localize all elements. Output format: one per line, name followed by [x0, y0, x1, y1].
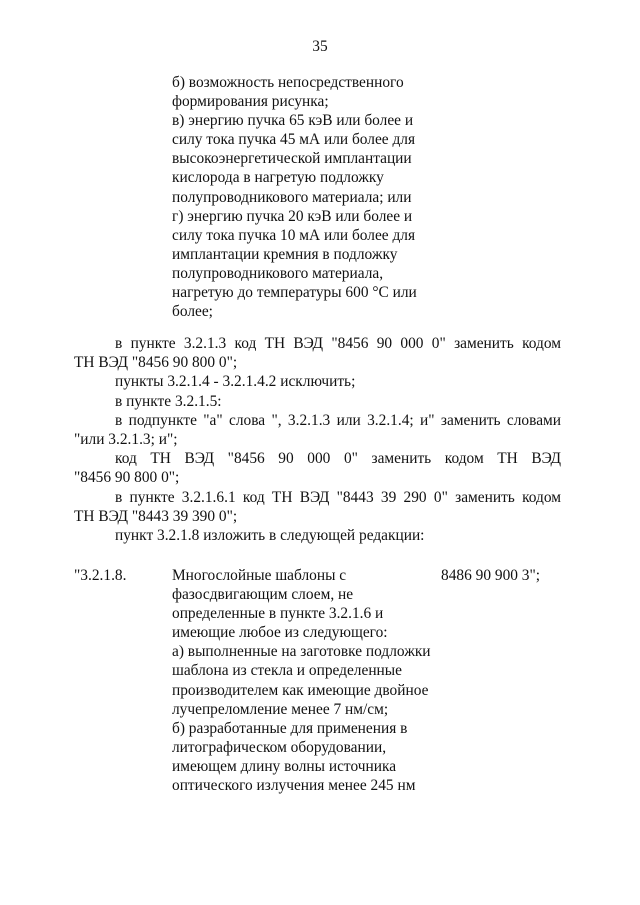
amendment-3-2-1-6-1-line1: в пункте 3.2.1.6.1 код ТН ВЭД "8443 39 290 0" заменить кодом [115, 488, 561, 506]
technical-criteria-block [172, 73, 434, 321]
entry-line: лучепреломление менее 7 нм/см; [172, 700, 389, 718]
text-line: в) энергию пучка 65 кэВ или более и [172, 112, 414, 130]
amendment-3-2-1-3-line1: в пункте 3.2.1.3 код ТН ВЭД "8456 90 000 0" заменить кодом [115, 335, 561, 352]
text-line: полупроводникового материала; или [172, 188, 412, 206]
entry-description [172, 566, 434, 795]
text-line: более; [172, 303, 213, 321]
amendment-subpoint-a-line2: "или 3.2.1.3; и"; [74, 431, 178, 449]
amendment-code-line1: код ТН ВЭД "8456 90 000 0" заменить кодом ТН ВЭД [115, 450, 561, 468]
amendment-3-2-1-6-1-line2: ТН ВЭД "8443 39 390 0"; [74, 507, 238, 525]
amendment-3-2-1-5-heading: в пункте 3.2.1.5: [115, 392, 222, 410]
amendment-3-2-1-3-line2: ТН ВЭД "8456 90 800 0"; [74, 354, 238, 372]
text-line: полупроводникового материала, [172, 264, 384, 282]
entry-line: литографическом оборудовании, [172, 738, 387, 756]
text-line: имплантации кремния в подложку [172, 245, 398, 263]
entry-tn-ved-code: 8486 90 900 3"; [441, 567, 541, 584]
entry-line: определенные в пункте 3.2.1.6 и [172, 605, 384, 623]
text-line: высокоэнергетической имплантации [172, 150, 412, 168]
page-number: 35 [312, 38, 328, 55]
amendment-3-2-1-8-intro: пункт 3.2.1.8 изложить в следующей редакции: [115, 527, 425, 545]
entry-line: а) выполненные на заготовке подложки [172, 643, 431, 661]
text-line: формирования рисунка; [172, 93, 329, 111]
entry-line: имеющие любое из следующего: [172, 624, 388, 642]
amendment-subpoint-a-line1: в подпункте "а" слова ", 3.2.1.3 или 3.2.1.4; и" заменить словами [115, 411, 561, 429]
amendments-block [74, 334, 561, 545]
entry-line: оптического излучения менее 245 нм [172, 777, 416, 795]
text-line: г) энергию пучка 20 кэВ или более и [172, 207, 413, 225]
amendment-3-2-1-4: пункты 3.2.1.4 - 3.2.1.4.2 исключить; [115, 373, 356, 391]
entry-line: фазосдвигающим слоем, не [172, 586, 354, 604]
entry-number: "3.2.1.8. [74, 567, 127, 584]
entry-line: б) разработанные для применения в [172, 719, 408, 737]
entry-line: Многослойные шаблоны с [172, 567, 347, 584]
text-line: силу тока пучка 45 мА или более для [172, 131, 416, 149]
text-line: б) возможность непосредственного [172, 74, 404, 91]
entry-line: имеющем длину волны источника [172, 757, 397, 775]
text-line: нагретую до температуры 600 °С или [172, 284, 417, 302]
entry-line: шаблона из стекла и определенные [172, 662, 402, 680]
entry-line: производителем как имеющие двойное [172, 681, 429, 699]
text-line: силу тока пучка 10 мА или более для [172, 226, 416, 244]
text-line: кислорода в нагретую подложку [172, 169, 384, 187]
amendment-code-line2: "8456 90 800 0"; [74, 469, 180, 487]
